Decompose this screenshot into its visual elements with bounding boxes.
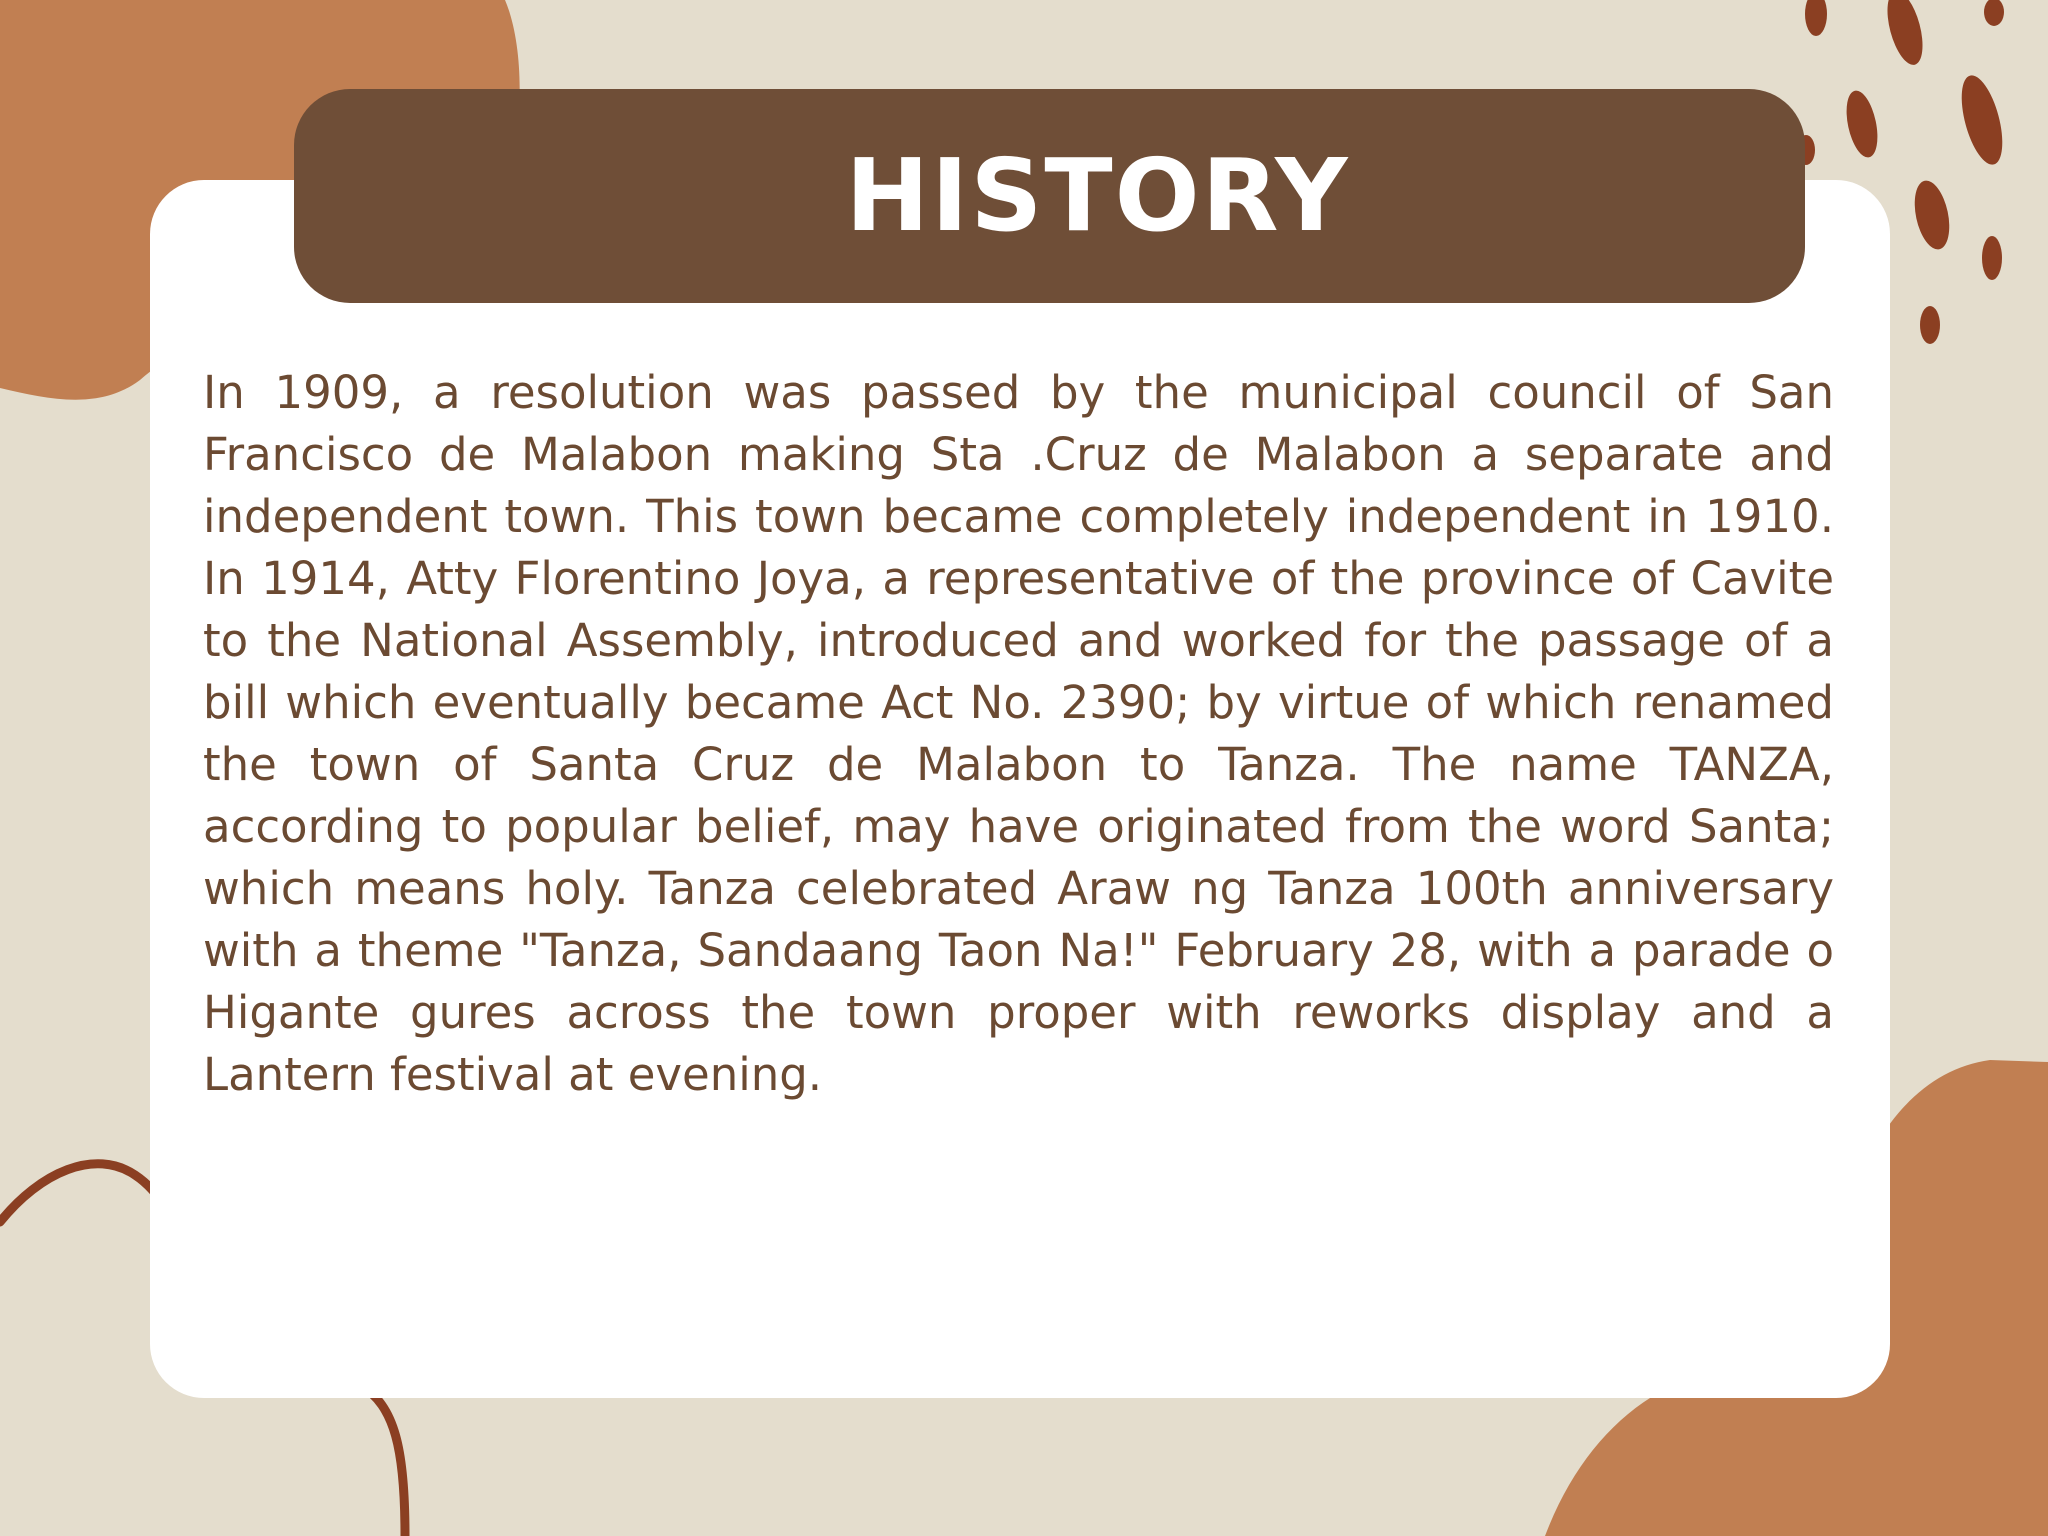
title-banner <box>294 89 1805 303</box>
droplet <box>1982 236 2002 280</box>
droplet <box>1920 306 1940 344</box>
history-paragraph: In 1909, a resolution was passed by the municipal council of San Francisco de Malabon making Sta .Cruz de Malabon a separate and independent town. This town became completely independent in 1910. In 1914, Atty Florentino Joya, a representative of the province of Cavite to the National Assembly, introduced and worked for the passage of a bill which eventually became Act No. 2390; by virtue of which renamed the town of Santa Cruz de Malabon to Tanza. The name TANZA, according to popular belief, may have originated from the word Santa; which means holy. Tanza celebrated Araw ng Tanza 100th anniversary with a theme "Tanza, Sandaang Taon Na!" February 28, with a parade o Higante gures across the town proper with reworks display and a Lantern festival at evening. <box>203 366 1834 1101</box>
slide-title: HISTORY <box>845 137 1350 254</box>
